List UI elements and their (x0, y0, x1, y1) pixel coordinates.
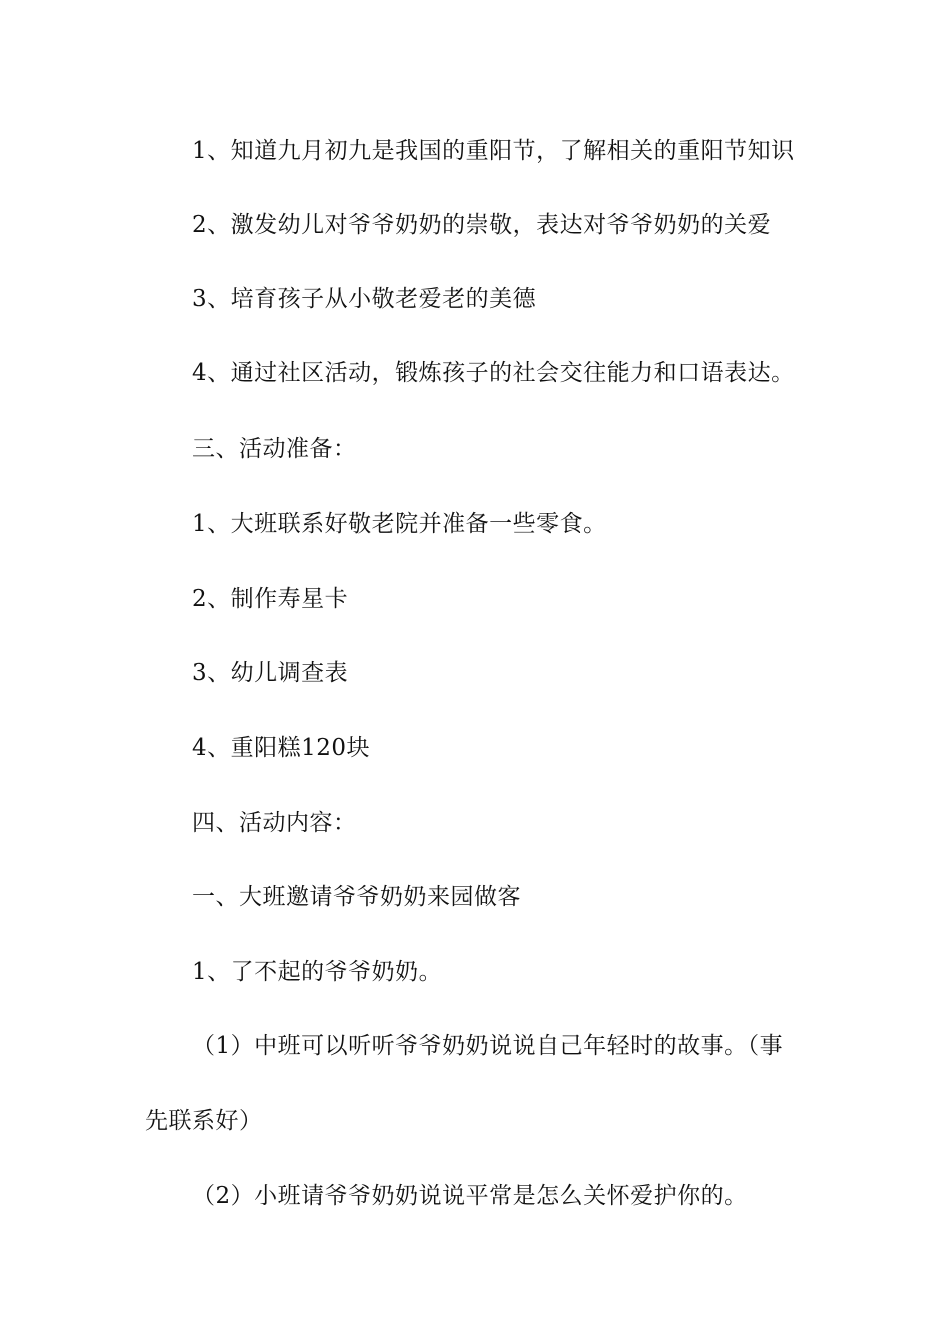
content-subitem-2: （2）小班请爷爷奶奶说说平常是怎么关怀爱护你的。 (192, 1183, 748, 1209)
content-subheading-1: 一、大班邀请爷爷奶奶来园做客 (192, 884, 521, 910)
content-subitem-1-start: （1）中班可以听听爷爷奶奶说说自己年轻时的故事。（事 (192, 1033, 784, 1059)
content-item-1: 1、了不起的爷爷奶奶。 (192, 959, 443, 985)
objective-item-1: 1、知道九月初九是我国的重阳节，了解相关的重阳节知识 (192, 138, 795, 164)
preparation-item-3: 3、幼儿调查表 (192, 660, 349, 686)
content-subitem-1-cont: 先联系好） (145, 1108, 263, 1134)
preparation-item-1: 1、大班联系好敬老院并准备一些零食。 (192, 511, 607, 537)
objective-item-3: 3、培育孩子从小敬老爱老的美德 (192, 286, 537, 312)
objective-item-4: 4、通过社区活动，锻炼孩子的社会交往能力和口语表达。 (192, 360, 795, 386)
section-heading-preparation: 三、活动准备： (192, 436, 357, 462)
objective-item-2: 2、激发幼儿对爷爷奶奶的崇敬，表达对爷爷奶奶的关爱 (192, 212, 772, 238)
preparation-item-2: 2、制作寿星卡 (192, 586, 349, 612)
section-heading-content: 四、活动内容： (192, 810, 357, 836)
preparation-item-4: 4、重阳糕120块 (192, 735, 371, 761)
